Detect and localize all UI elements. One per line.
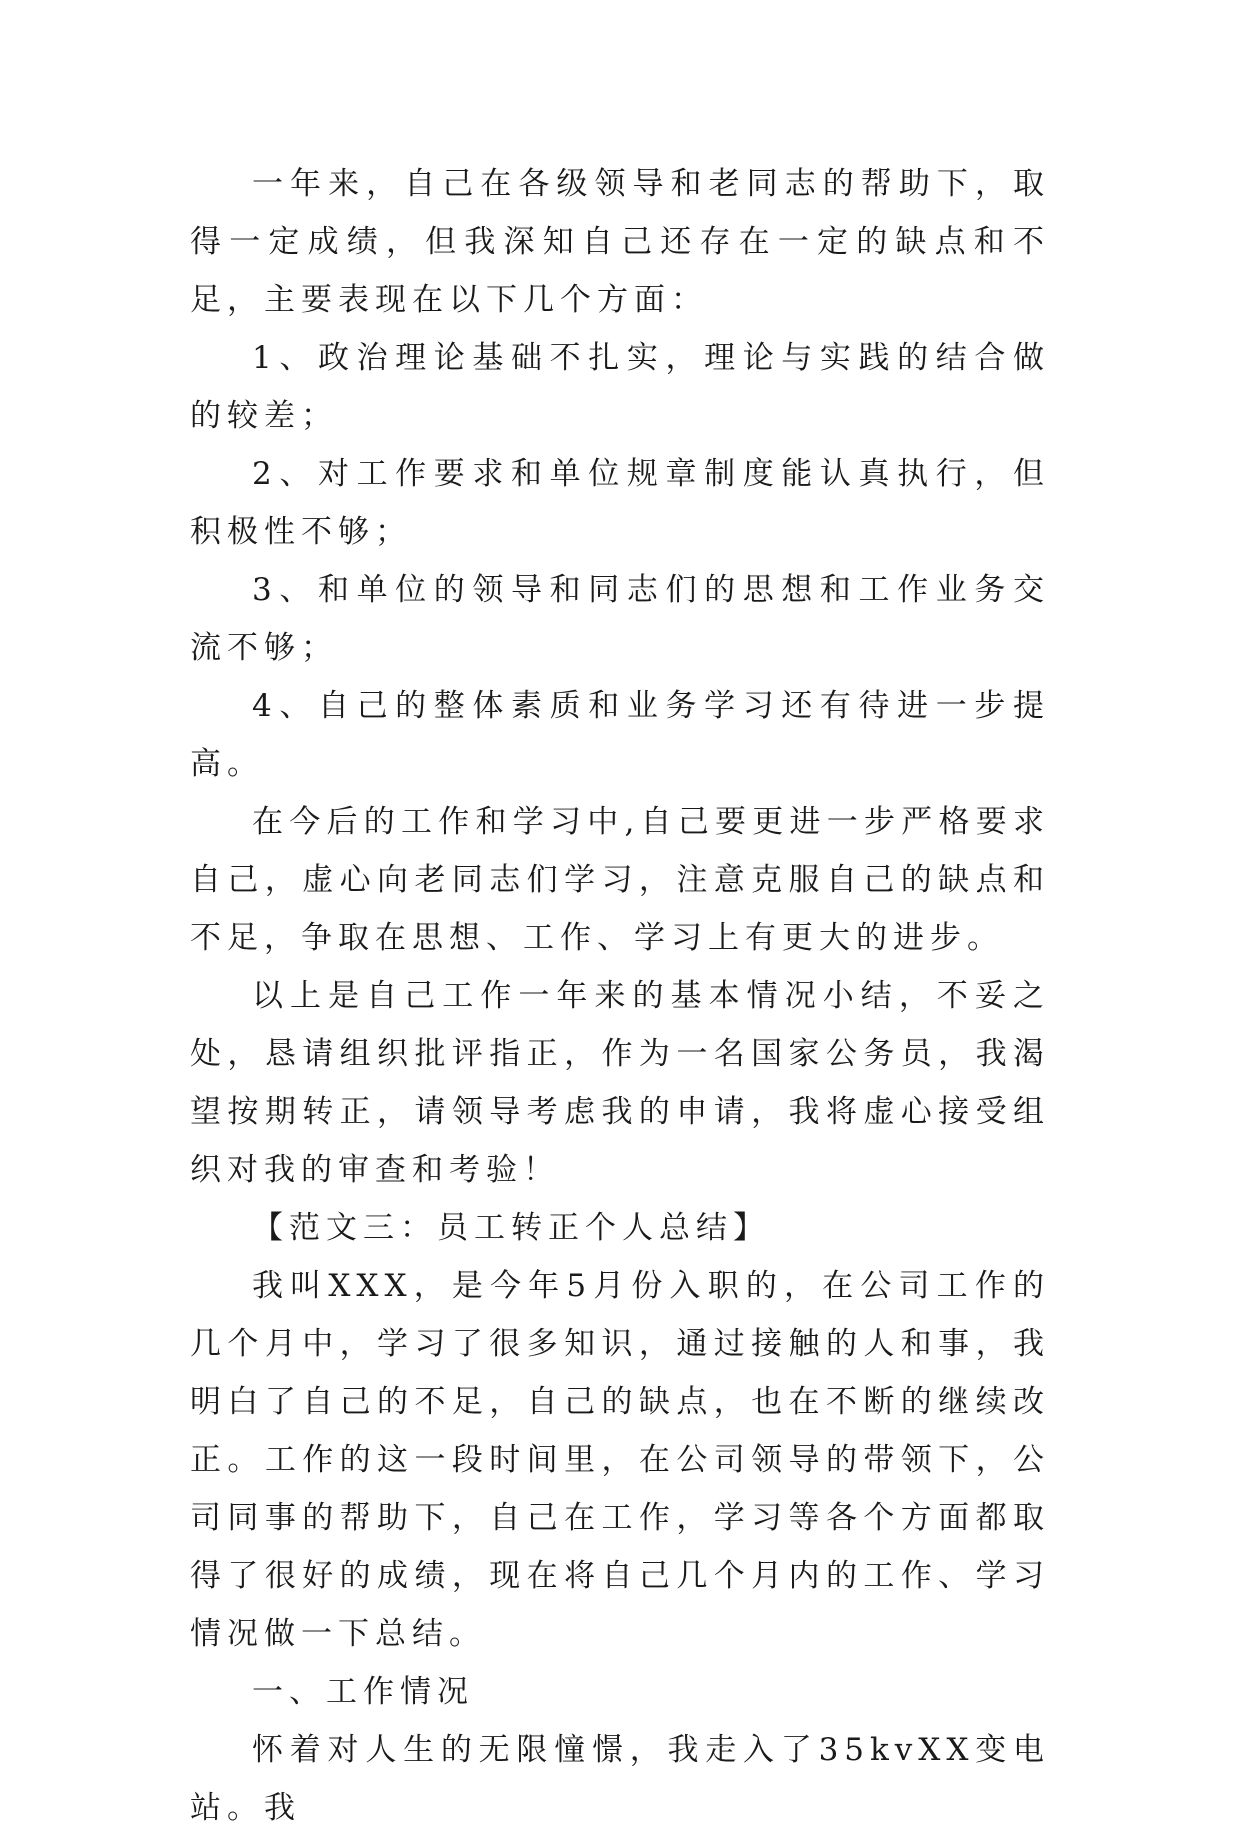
paragraph-future-plan: 在今后的工作和学习中,自己要更进一步严格要求自己，虚心向老同志们学习，注意克服自己的缺点和不足，争取在思想、工作、学习上有更大的进步。 [190,804,1050,956]
paragraph-self-introduction: 我叫XXX，是今年5月份入职的，在公司工作的几个月中，学习了很多知识，通过接触的人和事，我明白了自己的不足，自己的缺点，也在不断的继续改正。工作的这一段时间里，在公司领导的带领下，公司同事的帮助下，自己在工作，学习等各个方面都取得了很好的成绩，现在将自己几个月内的工作、学习情况做一下总结。 [190,1268,1050,1652]
list-item-2: 2、对工作要求和单位规章制度能认真执行，但积极性不够； [190,456,1050,550]
list-item-1: 1、政治理论基础不扎实，理论与实践的结合做的较差； [190,340,1050,434]
list-item-3: 3、和单位的领导和同志们的思想和工作业务交流不够； [190,572,1050,666]
subheading-work-situation: 一、工作情况 [252,1674,474,1710]
document-body [190,155,1050,1837]
list-item-4: 4、自己的整体素质和业务学习还有待进一步提高。 [190,688,1050,782]
paragraph-closing: 以上是自己工作一年来的基本情况小结，不妥之处，恳请组织批评指正，作为一名国家公务员，我渴望按期转正，请领导考虑我的申请，我将虚心接受组织对我的审查和考验！ [190,978,1050,1188]
paragraph-summary-intro: 一年来，自己在各级领导和老同志的帮助下，取得一定成绩，但我深知自己还存在一定的缺点和不足，主要表现在以下几个方面： [190,166,1050,318]
section-heading-sample-three: 【范文三：员工转正个人总结】 [252,1210,770,1246]
paragraph-work-situation-start: 怀着对人生的无限憧憬，我走入了35kvXX变电站。我 [190,1732,1050,1826]
